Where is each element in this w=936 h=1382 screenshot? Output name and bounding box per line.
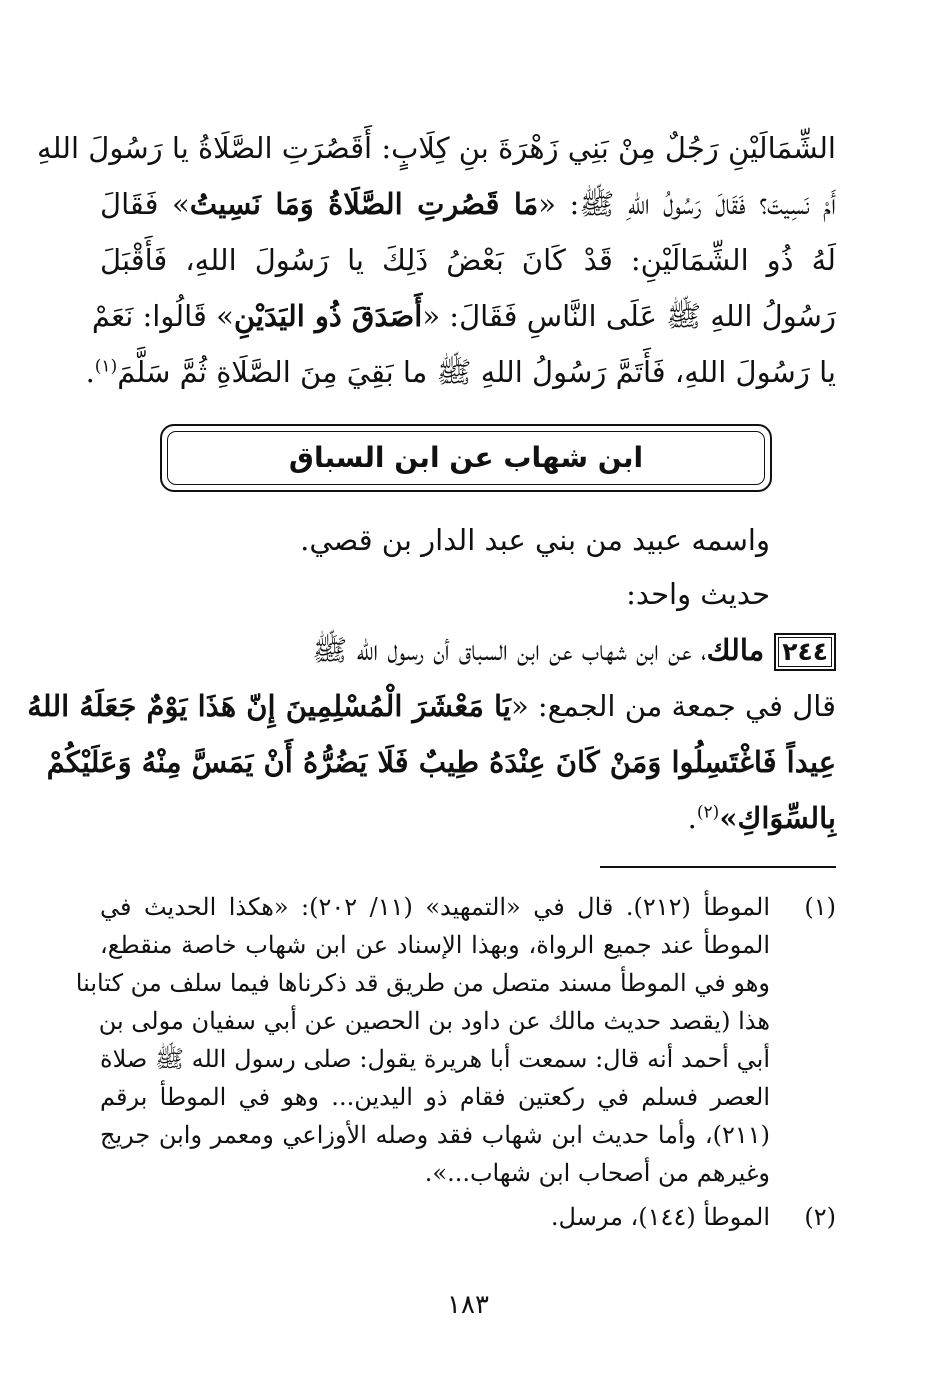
paragraph-line-5-end: . [85, 355, 95, 389]
hadith-narrator: مالك [706, 633, 765, 667]
footnote-1-text-4: هذا (يقصد حديث مالك عن داود بن الحصين عن أبي سفيان مولى بن [98, 1007, 770, 1035]
footnote-1-text-7: (٢١١)، وأما حديث ابن شهاب فقد وصله الأوزاعي ومعمر وابن جريج [100, 1121, 770, 1149]
footnote-1-text-5: أبي أحمد أنه قال: سمعت أبا هريرة يقول: صلى رسول الله ﷺ صلاة [100, 1045, 770, 1073]
paragraph-line-2-text: أَمْ نَسِيتَ؟ فَقَالَ رَسُولُ اللهِ ﷺ: « [538, 187, 837, 221]
paragraph-line-5 [85, 344, 836, 400]
hadith-line-2 [27, 678, 836, 734]
hadith-line-3: عِيداً فَاغْتَسِلُوا وَمَنْ كَانَ عِنْدَهُ طِيبٌ فَلَا يَضُرُّهُ أَنْ يَمَسَّ مِنْهُ وَعَلَيْكُمْ [46, 745, 836, 779]
footnote-1-line-6 [100, 1078, 836, 1116]
hadith-line-4-bold: بِالسِّوَاكِ [737, 801, 836, 835]
footnote-1-line-4 [100, 1002, 836, 1040]
narrator-name-line: واسمه عبيد من بني عبد الدار بن قصي. [300, 523, 770, 557]
hadith-line-1-rest: ، عن ابن شهاب عن ابن السباق أن رسول الله ﷺ [312, 633, 707, 667]
footnote-1-line-2 [100, 926, 836, 964]
hadith-quote-bold: مَا قَصُرتِ الصَّلَاةُ وَمَا نَسِيتُ [189, 187, 539, 221]
footnote-1-line-5 [100, 1040, 836, 1078]
footnote-2-line-1 [100, 1198, 836, 1236]
paragraph-line-1: الشِّمَالَيْنِ رَجُلٌ مِنْ بَنِي زَهْرَةَ بنِ كِلَابٍ: أَقَصُرَتِ الصَّلَاةُ يا رَسُولَ اللهِ [37, 131, 836, 165]
footnote-1-line-3 [75, 964, 836, 1002]
footnote-2-text-1: الموطأ (١٤٤)، مرسل. [550, 1203, 770, 1231]
hadith-line-2-plain: قال في جمعة من الجمع: « [510, 689, 836, 723]
footnote-divider [600, 866, 836, 868]
footnote-1-text-6: العصر فسلم في ركعتين فقام ذو اليدين... وهو في الموطأ برقم [100, 1083, 770, 1111]
paragraph-line-4-end: » قَالُوا: نَعَمْ [91, 299, 234, 333]
hadith-line-2-bold: يَا مَعْشَرَ الْمُسْلِمِينَ إِنّ هَذَا يَوْمٌ جَعَلَهُ اللهُ [27, 689, 511, 723]
paragraph-line-3: لَهُ ذُو الشِّمَالَيْنِ: قَدْ كَانَ بَعْضُ ذَلِكَ يا رَسُولَ اللهِ، فَأَقْبَلَ [100, 243, 836, 277]
footnote-1-line-8 [100, 1154, 836, 1192]
section-header-title: ابن شهاب عن ابن السباق [288, 441, 644, 474]
hadith-count-line: حديث واحد: [626, 577, 770, 611]
paragraph-line-4-text: رَسُولُ اللهِ ﷺ عَلَى النَّاسِ فَقَالَ: « [422, 299, 836, 333]
section-header-box [160, 424, 772, 492]
footnote-marker-2: (٢) [696, 802, 720, 823]
footnote-2-number: (٢) [804, 1203, 836, 1231]
footnote-1-line-1 [100, 888, 836, 926]
footnote-1-number: (١) [804, 893, 836, 921]
hadith-line-4 [100, 790, 836, 846]
footnote-1-text-8: وغيرهم من أصحاب ابن شهاب...». [424, 1159, 770, 1187]
footnote-1-line-7 [100, 1116, 836, 1154]
paragraph-line-5-text: يا رَسُولَ اللهِ، فَأَتَمَّ رَسُولُ اللهِ ﷺ ما بَقِيَ مِنَ الصَّلَاةِ ثُمَّ سَلَّمَ [117, 355, 836, 389]
paragraph-line-2 [100, 176, 836, 232]
page-number: ١٨٣ [447, 1290, 489, 1320]
paragraph-line-2-end: » فَقَالَ [100, 187, 190, 221]
footnote-1-text-1: الموطأ (٢١٢). قال في «التمهيد» (١١/ ٢٠٢): «هكذا الحديث في [100, 893, 770, 921]
footnote-1-text-2: الموطأ عند جميع الرواة، وبهذا الإسناد عن ابن شهاب خاصة منقطع، [100, 931, 770, 959]
hadith-quote-bold-2: أَصَدَقَ ذُو اليَدَيْنِ [233, 299, 423, 333]
hadith-number-box: ٢٤٤ [774, 633, 836, 671]
hadith-line-4-end: . [687, 801, 697, 835]
footnote-1-text-3: وهو في الموطأ مسند متصل من طريق قد ذكرناها فيما سلف من كتابنا [75, 969, 770, 997]
hadith-line-4-close: » [719, 801, 738, 835]
hadith-line-1 [100, 622, 836, 678]
paragraph-line-4 [91, 288, 836, 344]
footnote-marker-1: (١) [94, 356, 118, 377]
